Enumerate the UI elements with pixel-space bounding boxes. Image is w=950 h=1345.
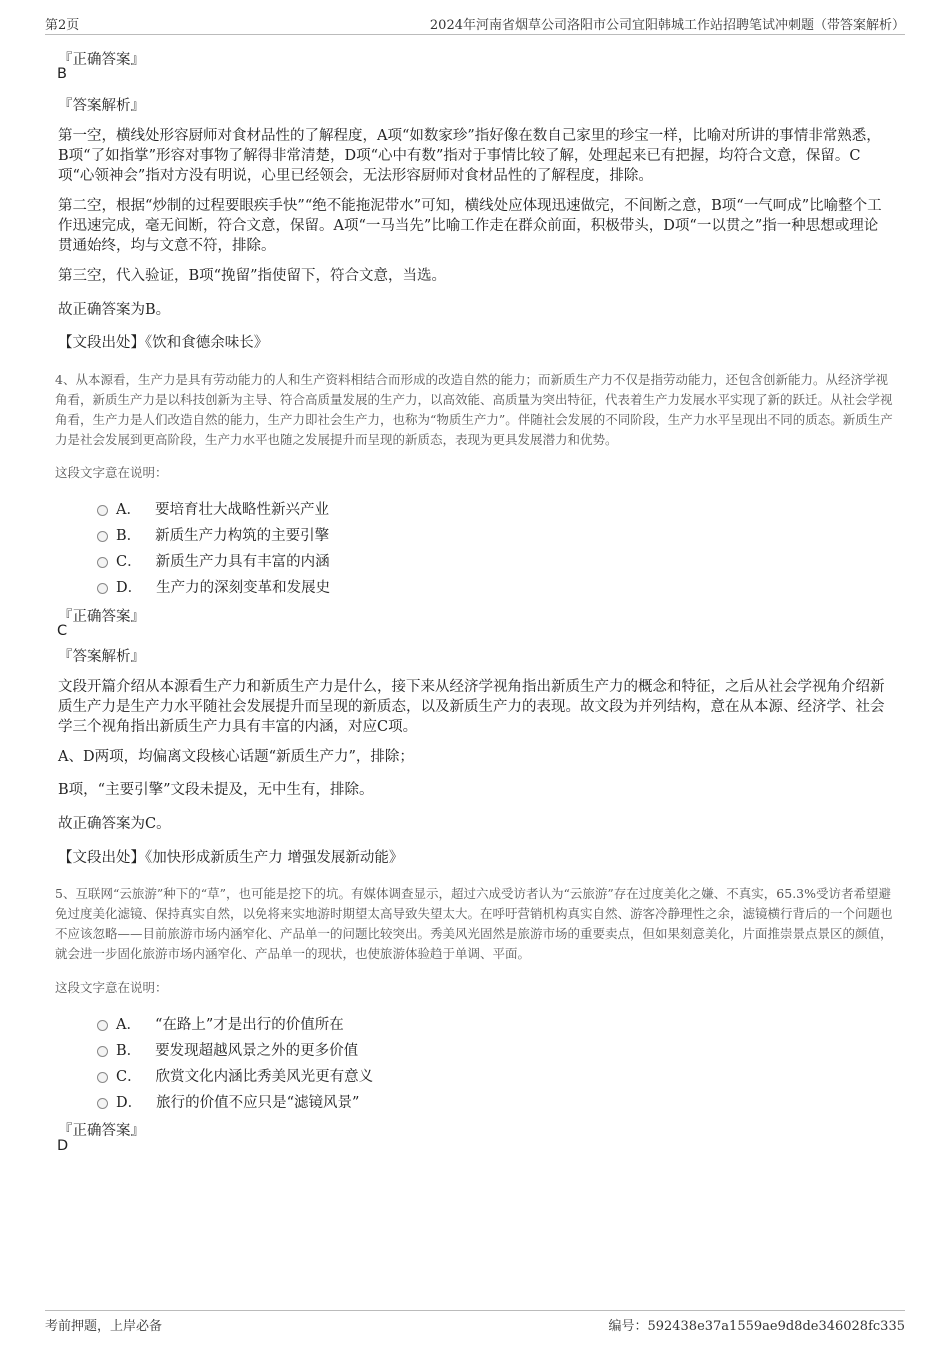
correct-answer-value: B [57,66,67,82]
analysis-paragraph: 故正确答案为B。 [58,302,171,318]
question-text: 5、互联网“云旅游”种下的“草”，也可能是挖下的坑。有媒体调查显示，超过六成受访者认为“云旅游”存在过度美化之嫌、不真实，65.3%受访者希望避免过度美化滤镜、保持真实自然，以免将来实地游时期望太高导致失望太大。在呼吁营销机构真实自然、游客冷静理性之余，滤镜横行背后的一个问题也不应该忽略——目前旅游市场内涵窄化、产品单一的问题比较突出。秀美风光固然是旅游市场的重要卖点，但如果刻意美化，片面推崇景点景区的颜值，就会进一步固化旅游市场内涵窄化、产品单一的现状，也使旅游体验趋于单调、平面。 [55,886,893,961]
option-text: 要培育壮大战略性新兴产业 [154,502,329,518]
question-text: 4、从本源看，生产力是具有劳动能力的人和生产资料相结合而形成的改造自然的能力；而新质生产力不仅是指劳动能力，还包含创新能力。从经济学视角看，新质生产力是以科技创新为主导、符合高质量发展的生产力，以高效能、高质量为突出特征，代表着生产力发展水平实现了新的跃迁。从社会学视角看，生产力是人们改造自然的能力，生产力即社会生产力，也称为“物质生产力”。伴随社会发展的不同阶段，生产力水平呈现出不同的质态。新质生产力是社会发展到更高阶段，生产力水平也随之发展提升而呈现的新质态，表现为更具发展潜力和优势。 [55,372,893,447]
option-key: B． [116,528,142,544]
option-c[interactable] [97,1065,373,1086]
option-key: D． [116,580,143,596]
analysis-paragraph: 第二空，根据“炒制的过程要眼疾手快”“绝不能拖泥带水”可知，横线处应体现迅速做完，不间断之意，B项“一气呵成”比喻整个工作迅速完成，毫无间断，符合文意，保留。A项“一马当先”比喻工作走在群众前面，积极带头，D项“一以贯之”指一种思想或理论贯通始终，均与文意不符，排除。 [58,198,882,254]
question-prompt: 这段文字意在说明： [55,980,168,995]
option-text: 旅行的价值不应只是“滤镜风景” [156,1095,360,1111]
option-b[interactable] [97,1039,358,1060]
option-b[interactable] [97,524,329,545]
question-prompt: 这段文字意在说明： [55,465,168,480]
option-key: A． [116,1017,141,1033]
option-key: B． [116,1043,142,1059]
footer-slogan: 考前押题，上岸必备 [45,1319,163,1334]
page-header [45,14,905,35]
radio-icon[interactable] [97,1020,108,1031]
document-title: 2024年河南省烟草公司洛阳市公司宜阳韩城工作站招聘笔试冲刺题（带答案解析） [429,18,905,33]
option-key: D． [116,1095,143,1111]
radio-icon[interactable] [97,557,108,568]
analysis-paragraph: 文段开篇介绍从本源看生产力和新质生产力是什么，接下来从经济学视角指出新质生产力的概念和特征，之后从社会学视角介绍新质生产力是生产力水平随社会发展提升而呈现的新质态，以及新质生产力的表现。故文段为并列结构，意在从本源、经济学、社会学三个视角指出新质生产力具有丰富的内涵，对应C项。 [58,679,885,735]
option-text: “在路上”才是出行的价值所在 [154,1017,344,1033]
analysis-paragraph: 第一空，横线处形容厨师对食材品性的了解程度，A项“如数家珍”指好像在数自己家里的珍宝一样，比喻对所讲的事情非常熟悉，B项“了如指掌”形容对事物了解得非常清楚，D项“心中有数”指对于事情比较了解，处理起来已有把握，均符合文意，保留。C项“心领神会”指对方没有明说，心里已经领会，无法形容厨师对食材品性的了解程度，排除。 [58,128,881,184]
radio-icon[interactable] [97,1046,108,1057]
option-text: 欣赏文化内涵比秀美风光更有意义 [155,1069,374,1085]
correct-answer-label: 『正确答案』 [58,52,145,68]
analysis-label: 『答案解析』 [58,649,145,665]
radio-icon[interactable] [97,583,108,594]
option-text: 要发现超越风景之外的更多价值 [155,1043,359,1059]
document-id: 编号：592438e37a1559ae9d8de346028fc335 [608,1319,905,1334]
analysis-paragraph: 第三空，代入验证，B项“挽留”指使留下，符合文意，当选。 [58,268,446,284]
analysis-paragraph: 故正确答案为C。 [58,816,171,832]
correct-answer-label: 『正确答案』 [58,609,145,625]
option-key: C． [116,1069,142,1085]
radio-icon[interactable] [97,531,108,542]
page-number: 第2页 [45,18,80,33]
radio-icon[interactable] [97,1072,108,1083]
correct-answer-value: D [57,1138,69,1154]
analysis-paragraph: A、D两项，均偏离文段核心话题“新质生产力”，排除； [58,749,414,765]
source-citation: 【文段出处】《加快形成新质生产力 增强发展新动能》 [58,850,404,866]
radio-icon[interactable] [97,505,108,516]
option-text: 生产力的深刻变革和发展史 [156,580,331,596]
correct-answer-value: C [57,623,68,639]
correct-answer-label: 『正确答案』 [58,1123,145,1139]
option-a[interactable] [97,498,329,519]
source-citation: 【文段出处】《饮和食德余味长》 [58,335,269,351]
option-text: 新质生产力具有丰富的内涵 [155,554,330,570]
option-c[interactable] [97,550,330,571]
option-d[interactable] [97,576,330,597]
analysis-paragraph: B项，“主要引擎”文段未提及，无中生有，排除。 [58,782,374,798]
option-a[interactable] [97,1013,344,1034]
analysis-label: 『答案解析』 [58,98,145,114]
option-key: C． [116,554,142,570]
option-key: A． [116,502,141,518]
option-d[interactable] [97,1091,359,1112]
radio-icon[interactable] [97,1098,108,1109]
page-footer [45,1310,905,1335]
option-text: 新质生产力构筑的主要引擎 [155,528,330,544]
